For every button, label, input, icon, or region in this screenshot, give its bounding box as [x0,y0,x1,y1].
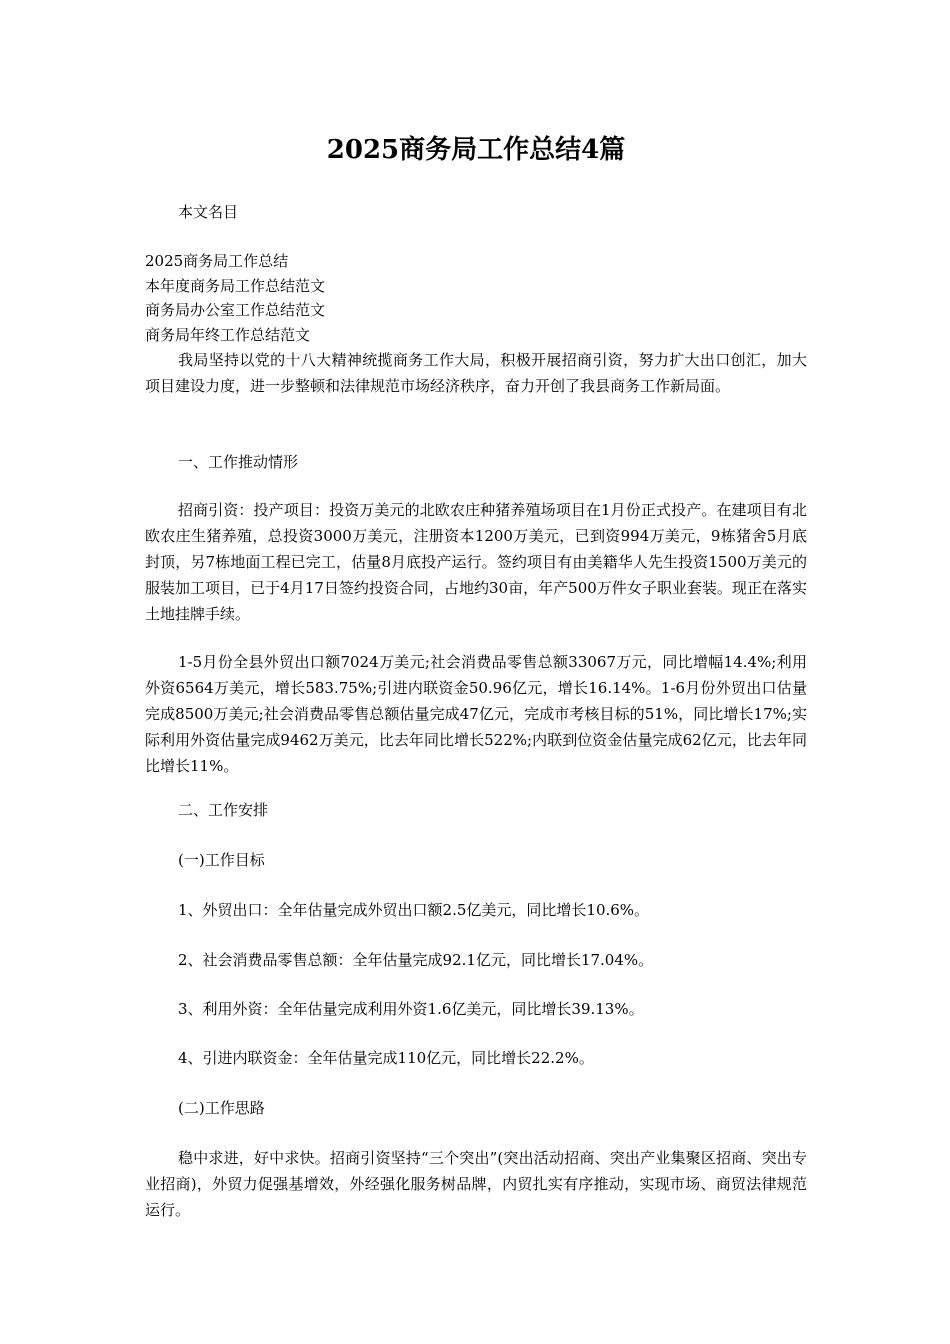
section-heading: 一、工作推动情形 [178,453,299,471]
section-heading: 二、工作安排 [178,801,269,819]
goal-item: 1、外贸出口：全年估量完成外贸出口额2.5亿美元，同比增长10.6%。 [178,901,650,919]
toc-item: 2025商务局工作总结 [145,252,289,270]
subsection-heading: (二)工作思路 [178,1099,265,1117]
toc-item: 商务局办公室工作总结范文 [145,301,326,319]
goal-item: 2、社会消费品零售总额：全年估量完成92.1亿元，同比增长17.04%。 [178,951,654,969]
toc-item: 商务局年终工作总结范文 [145,325,311,344]
investment-paragraph: 招商引资：投产项目：投资万美元的北欧农庄种猪养殖场项目在1月份正式投产。在建项目有北欧农庄生猪养殖，总投资3000万美元，注册资本1200万美元，已到资994万美元，9栋猪舍5月底封顶，另7栋地面工程已完工，估量8月底投产运行。签约项目有由美籍华人先生投资1500万美元的服装加工项目，已于4月17日签约投资合同，占地约30亩，年产500万件女子职业套装。现正在落实土地挂牌手续。 [145,501,807,623]
subsection-heading: (一)工作目标 [178,851,265,869]
table-of-contents [145,249,807,347]
ideas-paragraph: 稳中求进，好中求快。招商引资坚持“三个突出”(突出活动招商、突出产业集聚区招商、突出专业招商)，外贸力促强基增效，外经强化服务树品牌，内贸扎实有序推动，实现市场、商贸法律规范运行。 [145,1149,807,1219]
toc-item: 本年度商务局工作总结范文 [145,276,326,295]
document-title: 2025商务局工作总结4篇 [326,135,626,165]
goal-item: 4、引进内联资金：全年估量完成110亿元，同比增长22.2%。 [178,1049,594,1067]
goal-item: 3、利用外资：全年估量完成利用外资1.6亿美元，同比增长39.13%。 [178,1000,644,1018]
toc-heading: 本文名目 [178,203,239,221]
statistics-paragraph: 1-5月份全县外贸出口额7024万美元;社会消费品零售总额33067万元，同比增幅14.4%;利用外资6564万美元，增长583.75%;引进内联资金50.96亿元，增长16.14%。1-6月份外贸出口估量完成8500万美元;社会消费品零售总额估量完成47亿元，完成市考核目标的51%，同比增长17%;实际利用外资估量完成9462万美元，比去年同比增长522%;内联到位资金估量完成62亿元，比去年同比增长11%。 [145,653,807,775]
intro-paragraph: 我局坚持以党的十八大精神统揽商务工作大局，积极开展招商引资，努力扩大出口创汇，加大项目建设力度，进一步整顿和法律规范市场经济秩序，奋力开创了我县商务工作新局面。 [145,351,807,395]
